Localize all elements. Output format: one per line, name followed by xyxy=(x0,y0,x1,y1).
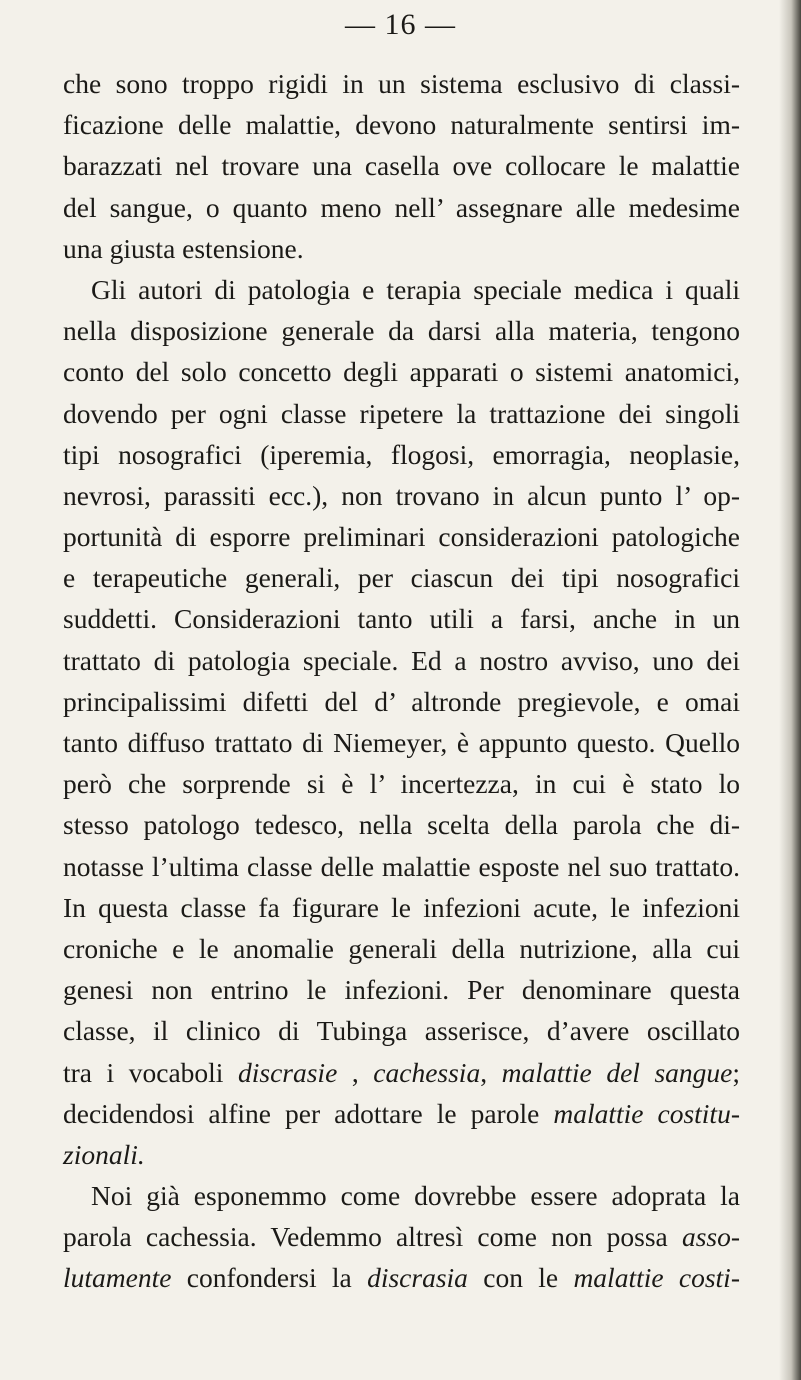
text-line: ficazione delle malattie, devono naturalmente sentirsi im- xyxy=(63,109,740,141)
text-line: che sono troppo rigidi in un sistema esclusivo di classi- xyxy=(63,68,740,99)
italic-text: asso- xyxy=(681,1221,740,1253)
text-line xyxy=(63,1175,740,1216)
text-line: nella disposizione generale da darsi alla materia, tengono xyxy=(63,315,740,347)
text-line: genesi non entrino le infezioni. Per denominare questa xyxy=(63,974,740,1006)
text-line: notasse l’ultima classe delle malattie esposte nel suo trattato. xyxy=(63,850,740,882)
text-line: una giusta estensione. xyxy=(63,232,304,264)
italic-text: lutamente xyxy=(63,1262,172,1294)
text-run: , xyxy=(337,1056,374,1088)
text-run: parola cachessia. Vedemmo altresì come non possa xyxy=(63,1221,682,1253)
text-line: barazzati nel trovare una casella ove collocare le malattie xyxy=(63,150,740,182)
italic-text: cachessia xyxy=(373,1056,481,1088)
text-line xyxy=(63,1257,740,1298)
text-line: conto del solo concetto degli apparati o sistemi anatomici, xyxy=(63,356,740,388)
text-run: decidendosi alfine per adottare le parole xyxy=(63,1097,554,1129)
text-run: Noi già esponemmo come dovrebbe essere adoprata la xyxy=(91,1180,740,1212)
text-line xyxy=(63,1093,740,1134)
italic-text: discrasia xyxy=(367,1262,468,1294)
text-line: classe, il clinico di Tubinga asserisce, d’avere oscillato xyxy=(63,1015,740,1047)
text-line: tanto diffuso trattato di Niemeyer, è appunto questo. Quello xyxy=(63,727,740,758)
text-line: croniche e le anomalie generali della nutrizione, alla cui xyxy=(63,932,740,964)
text-line: principalissimi difetti del d’ altronde pregievole, e omai xyxy=(63,685,740,717)
text-run: , xyxy=(480,1056,502,1088)
text-line: del sangue, o quanto meno nell’ assegnare alle medesime xyxy=(63,191,740,223)
text-line: Gli autori di patologia e terapia speciale medica i quali xyxy=(91,273,740,305)
text-line: tipi nosografici (iperemia, flogosi, emorragia, neoplasie, xyxy=(63,438,740,470)
text-run: tra i vocaboli xyxy=(63,1056,238,1088)
italic-text: zionali. xyxy=(63,1138,145,1170)
page-number: — 16 — xyxy=(345,8,456,41)
text-run: ; xyxy=(732,1056,741,1088)
italic-text: discrasie xyxy=(237,1056,338,1088)
text-line: stesso patologo tedesco, nella scelta della parola che di- xyxy=(63,809,740,841)
text-line: In questa classe fa figurare le infezioni acute, le infezioni xyxy=(63,891,740,923)
text-line: nevrosi, parassiti ecc.), non trovano in alcun punto l’ op- xyxy=(63,479,740,511)
text-line: e terapeutiche generali, per ciascun dei tipi nosografici xyxy=(63,562,740,594)
italic-text: malattie costi- xyxy=(573,1262,740,1294)
text-line xyxy=(63,1216,740,1257)
mixed-lines xyxy=(63,1052,740,1299)
text-line: trattato di patologia speciale. Ed a nostro avviso, uno dei xyxy=(63,644,740,676)
text-run: con le xyxy=(467,1262,574,1294)
text-line: però che sorprende si è l’ incertezza, in cui è stato lo xyxy=(63,768,740,800)
text-line: suddetti. Considerazioni tanto utili a farsi, anche in un xyxy=(63,603,740,635)
text-line xyxy=(63,1052,740,1093)
text-line xyxy=(63,1134,740,1175)
page-edge-shadow xyxy=(779,0,801,1380)
italic-text: malattie costitu- xyxy=(553,1097,740,1129)
text-line: portunità di esporre preliminari considerazioni patologiche xyxy=(63,521,740,553)
text-run: confondersi la xyxy=(171,1262,368,1294)
text-line: dovendo per ogni classe ripetere la trattazione dei singoli xyxy=(63,397,740,429)
italic-text: malattie del sangue xyxy=(501,1056,733,1088)
body-text xyxy=(63,63,740,1299)
